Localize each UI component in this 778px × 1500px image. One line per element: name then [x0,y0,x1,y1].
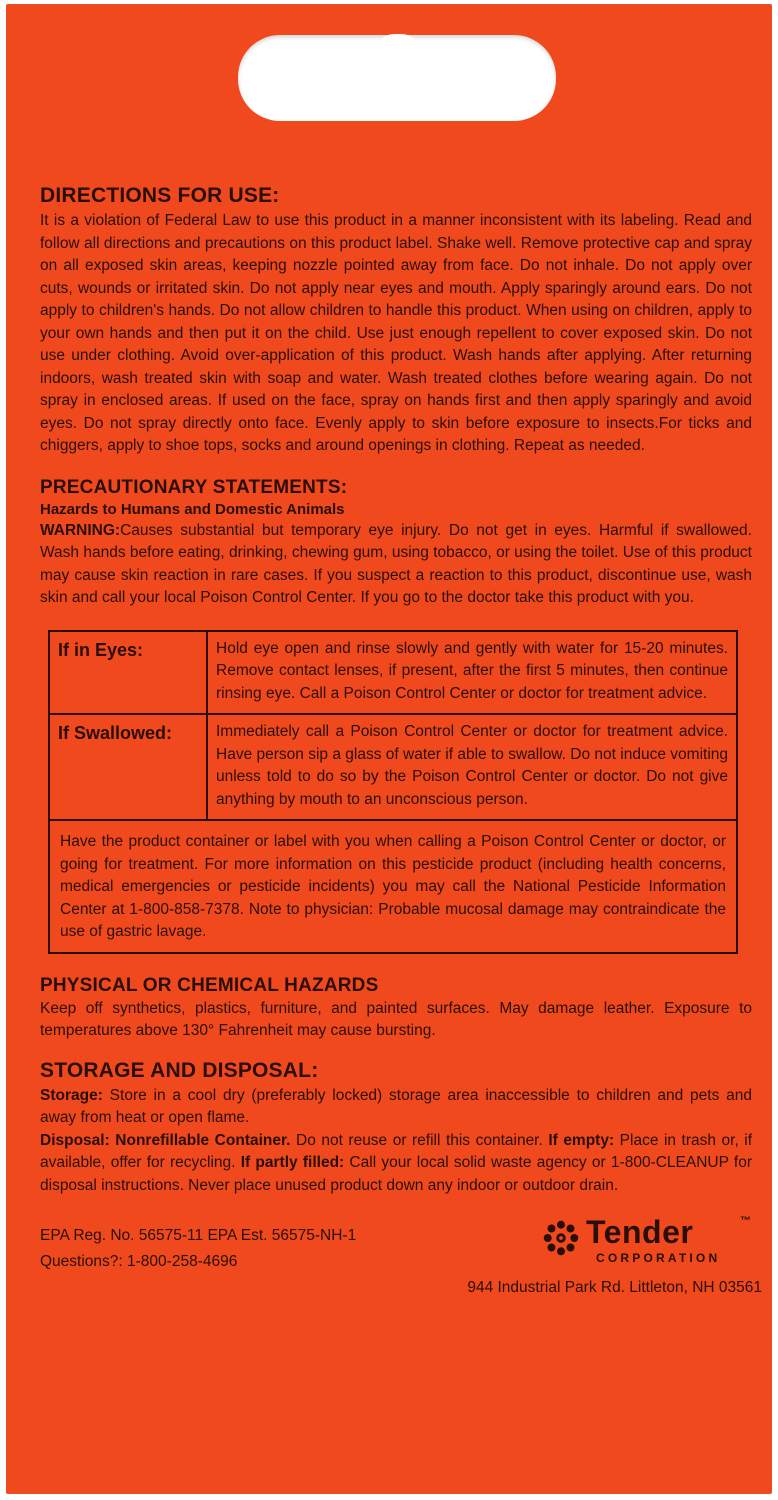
warning-paragraph [40,520,752,610]
warning-text: Causes substantial but temporary eye injury. Do not get in eyes. Harmful if swallowed. Wash hands before eating, drinking, chewing gum, using tobacco, or using the toilet. Use of this product may cause skin reaction in rare cases. If you suspect a reaction to this product, discontinue use, wash skin and call your local Poison Control Center. If you go to the doctor take this product with you. [40,521,752,606]
label-content [40,182,762,1305]
directions-heading: DIRECTIONS FOR USE: [40,184,280,207]
storage-text: Store in a cool dry (preferably locked) storage area inaccessible to children and pets and away from heat or open flame. [40,1086,752,1126]
storage-paragraph [40,1085,752,1130]
disposal-text: Do not reuse or refill this container. [290,1131,549,1149]
if-empty-text: Place in trash or, if available, offer for recycling. [40,1131,753,1171]
first-aid-label-eyes: If in Eyes: [49,631,207,715]
first-aid-label-swallowed: If Swallowed: [49,714,207,820]
tender-flower-icon [542,1219,580,1257]
epa-registration: EPA Reg. No. 56575-11 EPA Est. 56575-NH-1 [40,1227,357,1244]
brand-trademark: ™ [740,1215,751,1227]
registration-block [40,1223,356,1275]
company-address: 944 Industrial Park Rd. Littleton, NH 03561 [467,1279,762,1296]
physical-hazards-body: Keep off synthetics, plastics, furniture, and painted surfaces. May damage leather. Exposure to temperatures above 130° Fahrenheit may cause bursting. [40,999,752,1039]
table-row [49,714,737,820]
first-aid-text-eyes: Hold eye open and rinse slowly and gently with water for 15-20 minutes. Remove contact lenses, if present, after the first 5 minutes, then continue rinsing eye. Call a Poison Control Center or doctor for treatment advice. [207,631,737,715]
directions-body: It is a violation of Federal Law to use this product in a manner inconsistent with its labeling. Read and follow all directions and precautions on this product label. Shake well. Remove protective cap and spray on all exposed skin areas, keeping nozzle pointed away from face. Do not inhale. Do not apply over cuts, wounds or irritated skin. Do not apply near eyes and mouth. Apply sparingly around ears. Do not apply to children's hands. Do not allow children to handle this product. When using on children, apply to your own hands and then put it on the child. Use just enough repellent to cover exposed skin. Do not use under clothing. Avoid over-application of this product. Wash hands after applying. After returning indoors, wash treated skin with soap and water. Wash treated clothes before wearing again. Do not spray in enclosed areas. If used on the face, spray on hands first and then apply sparingly and avoid eyes. Do not spray directly onto face. Evenly apply to skin before exposure to insects.For ticks and chiggers, apply to shoe tops, socks and around openings in clothing. Repeat as needed. [40,212,752,454]
first-aid-text-swallowed: Immediately call a Poison Control Center or doctor for treatment advice. Have person sip a glass of water if able to swallow. Do not induce vomiting unless told to do so by the Poison Control Center or doctor. Do not give anything by mouth to an unconscious person. [207,714,737,820]
brand-name: Tender [586,1214,694,1250]
product-label-card [6,4,772,1494]
if-partly-filled-text: Call your local solid waste agency or 1-800-CLEANUP for disposal instructions. Never place unused product down any indoor or outdoor drain. [40,1154,752,1194]
brand-corporation: CORPORATION [596,1251,721,1265]
precautionary-heading: PRECAUTIONARY STATEMENTS: [40,476,348,498]
questions-phone: Questions?: 1-800-258-4696 [40,1253,238,1270]
label-footer [40,1214,762,1305]
first-aid-note: Have the product container or label with you when calling a Poison Control Center or doctor, or going for treatment. For more information on this pesticide product (including health concerns, medical emergencies or pesticide incidents) you may call the National Pesticide Information Center at 1-800-858-7378. Note to physician: Probable mucosal damage may contraindicate the use of gastric lavage. [49,820,737,953]
disposal-paragraph [40,1130,752,1198]
disposal-label: Disposal: Nonrefillable Container. [40,1131,291,1149]
physical-hazards-heading: PHYSICAL OR CHEMICAL HAZARDS [40,974,379,996]
if-empty-label: If empty: [548,1131,615,1149]
storage-heading: STORAGE AND DISPOSAL: [40,1058,319,1082]
hazards-subheading: Hazards to Humans and Domestic Animals [40,500,345,518]
first-aid-table [48,630,738,954]
storage-label: Storage: [40,1086,103,1104]
warning-label: WARNING: [40,521,121,539]
tender-logo [542,1215,762,1265]
if-partly-filled-label: If partly filled: [240,1154,345,1171]
table-row [49,820,737,953]
table-row [49,631,737,715]
